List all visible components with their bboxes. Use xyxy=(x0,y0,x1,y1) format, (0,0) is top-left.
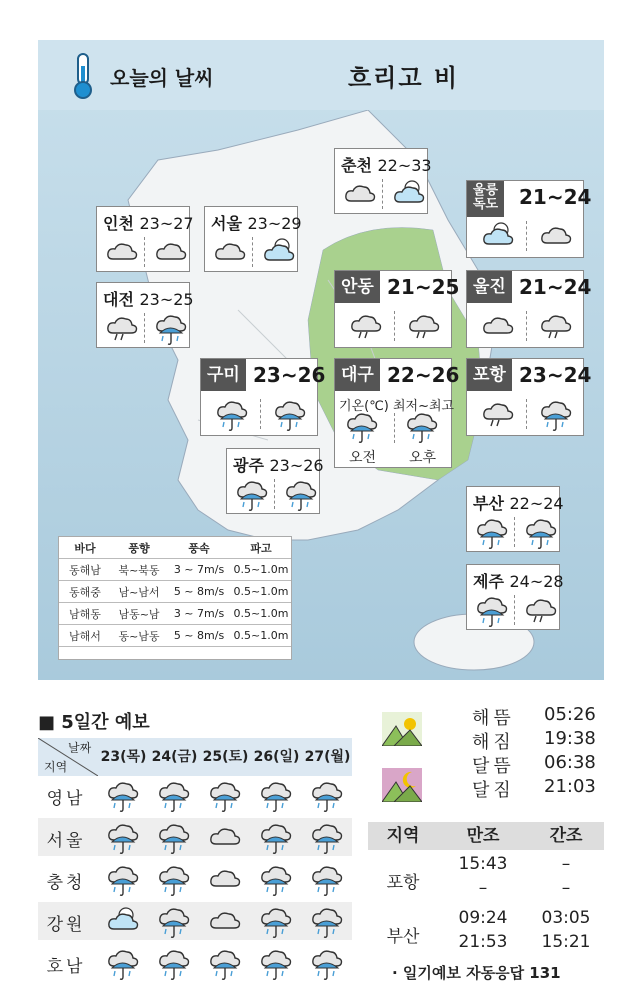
sea-cell: 0.5~1.0m xyxy=(233,629,289,642)
moonrise-icon xyxy=(382,768,422,802)
city-name: 부산 22~24 xyxy=(473,494,564,513)
pm-weather-icon xyxy=(273,399,307,431)
city-name: 구미 xyxy=(201,359,246,391)
forecast-weather-icon xyxy=(259,864,293,896)
legend-pm: 오후 xyxy=(409,450,437,466)
tide-region: 포항 xyxy=(386,873,420,893)
city-card-4 xyxy=(96,282,194,348)
city-card-0 xyxy=(334,148,432,214)
am-weather-icon xyxy=(215,399,249,431)
pm-weather-icon xyxy=(154,237,188,269)
city-card-8 xyxy=(334,358,460,468)
corner-bottom: 지역 xyxy=(44,760,68,774)
sea-cell: 0.5~1.0m xyxy=(233,563,289,576)
pm-weather-icon xyxy=(154,313,188,345)
forecast-weather-icon xyxy=(259,948,293,980)
am-weather-icon xyxy=(475,517,509,549)
am-weather-icon xyxy=(481,221,515,253)
pm-weather-icon xyxy=(262,237,296,269)
city-temp: 23~24 xyxy=(519,363,592,387)
forecast-weather-icon xyxy=(106,822,140,854)
sea-cell: 0.5~1.0m xyxy=(233,585,289,598)
pm-weather-icon xyxy=(405,411,439,443)
sea-cell: 동해남 xyxy=(69,563,101,577)
sea-header-row xyxy=(59,537,291,559)
tide-header-cell: 만조 xyxy=(466,826,500,846)
sea-cell: 5 ~ 8m/s xyxy=(173,585,225,598)
low-tide-time: – xyxy=(561,854,571,874)
tide-header-cell: 지역 xyxy=(386,826,420,846)
weather-summary: 흐리고 비 xyxy=(348,64,460,92)
forecast-weather-icon xyxy=(157,906,191,938)
forecast-weather-icon xyxy=(208,948,242,980)
pm-weather-icon xyxy=(407,311,441,343)
sea-header-cell: 풍속 xyxy=(188,541,210,555)
city-temp: 23~26 xyxy=(253,363,326,387)
pm-weather-icon xyxy=(284,479,318,511)
pm-weather-icon xyxy=(524,517,558,549)
am-weather-icon xyxy=(343,179,377,211)
am-weather-icon xyxy=(481,311,515,343)
high-tide-time: – xyxy=(478,878,488,898)
city-name: 인천 23~27 xyxy=(103,214,194,233)
city-card-7 xyxy=(200,358,326,436)
sea-cell: 북~북동 xyxy=(118,563,160,577)
legend-caption: 기온(℃) 최저~최고 xyxy=(339,399,455,414)
forecast-weather-icon xyxy=(208,822,242,854)
header-bar xyxy=(38,40,604,110)
forecast-weather-icon xyxy=(157,780,191,812)
sun-moon-label: 달뜸 xyxy=(472,756,515,777)
forecast-weather-icon xyxy=(157,822,191,854)
sea-row xyxy=(59,625,291,647)
city-temp: 23~29 xyxy=(247,214,302,233)
forecast-region: 서울 xyxy=(46,831,86,851)
city-temp: 23~25 xyxy=(139,290,194,309)
forecast-weather-icon xyxy=(259,906,293,938)
city-name: 울진 xyxy=(467,271,512,303)
city-card-5 xyxy=(334,270,460,348)
pm-weather-icon xyxy=(539,221,573,253)
page-title: 오늘의 날씨 xyxy=(110,66,214,90)
city-name: 대전 23~25 xyxy=(103,290,194,309)
forecast-weather-icon xyxy=(208,906,242,938)
sea-cell: 동해중 xyxy=(69,585,101,599)
city-temp: 21~25 xyxy=(387,275,460,299)
sunrise-icon xyxy=(382,712,422,746)
forecast-weather-icon xyxy=(310,906,344,938)
forecast-weather-icon xyxy=(259,822,293,854)
city-temp: 21~24 xyxy=(519,275,592,299)
low-tide-time: 15:21 xyxy=(541,932,591,952)
sea-cell: 3 ~ 7m/s xyxy=(173,563,225,576)
forecast-hotline-note: · 일기예보 자동응답 131 xyxy=(392,964,561,982)
city-name: 광주 23~26 xyxy=(233,456,324,475)
forecast-weather-icon xyxy=(310,780,344,812)
city-name: 안동 xyxy=(335,271,380,303)
sea-cell: 동~남동 xyxy=(118,629,160,643)
city-temp: 21~24 xyxy=(519,185,592,209)
forecast-weather-icon xyxy=(106,906,140,938)
forecast-region: 충청 xyxy=(46,873,86,893)
sea-cell: 3 ~ 7m/s xyxy=(173,607,225,620)
forecast-day: 27(월) xyxy=(304,749,351,765)
pm-weather-icon xyxy=(539,399,573,431)
pm-weather-icon xyxy=(524,595,558,627)
forecast-day: 23(목) xyxy=(100,749,147,765)
city-card-6 xyxy=(466,270,592,348)
forecast-weather-icon xyxy=(310,822,344,854)
city-temp: 23~27 xyxy=(139,214,194,233)
city-card-12 xyxy=(466,564,564,630)
sea-header-cell: 파고 xyxy=(250,541,272,555)
sea-cell: 남해서 xyxy=(69,629,101,643)
forecast-weather-icon xyxy=(310,864,344,896)
pm-weather-icon xyxy=(539,311,573,343)
sea-row xyxy=(59,603,291,625)
city-name: 춘천 22~33 xyxy=(341,156,432,175)
sea-row xyxy=(59,559,291,581)
high-tide-time: 09:24 xyxy=(458,908,508,928)
city-card-2 xyxy=(204,206,302,272)
sun-moon-time: 06:38 xyxy=(544,752,596,773)
am-weather-icon xyxy=(345,411,379,443)
forecast-day: 25(토) xyxy=(202,749,249,765)
forecast-weather-icon xyxy=(310,948,344,980)
tide-region: 부산 xyxy=(386,927,420,947)
high-tide-time: 15:43 xyxy=(458,854,508,874)
sea-header-cell: 바다 xyxy=(74,541,96,555)
forecast-weather-icon xyxy=(106,864,140,896)
sun-moon-time: 05:26 xyxy=(544,704,596,725)
forecast-weather-icon xyxy=(259,780,293,812)
city-name: 울릉 독도 xyxy=(467,181,504,217)
city-name: 대구 xyxy=(335,359,380,391)
sea-cell: 남해동 xyxy=(69,607,101,621)
forecast-weather-icon xyxy=(208,780,242,812)
pm-weather-icon xyxy=(392,179,426,211)
sun-moon-label: 달짐 xyxy=(472,780,515,801)
city-card-11 xyxy=(466,486,564,552)
sea-cell: 남동~남 xyxy=(118,607,160,621)
forecast-weather-icon xyxy=(106,780,140,812)
forecast-weather-icon xyxy=(106,948,140,980)
corner-top: 날짜 xyxy=(68,741,92,755)
low-tide-time: 03:05 xyxy=(541,908,591,928)
am-weather-icon xyxy=(105,237,139,269)
city-temp: 22~24 xyxy=(509,494,564,513)
city-name: 포항 xyxy=(467,359,512,391)
city-temp: 23~26 xyxy=(269,456,324,475)
city-temp: 22~33 xyxy=(377,156,432,175)
am-weather-icon xyxy=(349,311,383,343)
city-name: 서울 23~29 xyxy=(211,214,302,233)
city-card-1 xyxy=(96,206,194,272)
city-card-10 xyxy=(226,448,324,514)
am-weather-icon xyxy=(213,237,247,269)
sun-moon-label: 해짐 xyxy=(472,732,515,753)
city-temp: 24~28 xyxy=(509,572,564,591)
thermometer-icon xyxy=(68,52,98,100)
city-card-3 xyxy=(466,180,592,258)
forecast-day: 24(금) xyxy=(151,749,198,765)
sun-moon-label: 해뜸 xyxy=(472,708,515,729)
am-weather-icon xyxy=(235,479,269,511)
sea-cell: 남~남서 xyxy=(118,585,160,599)
forecast-region: 호남 xyxy=(46,957,86,977)
sun-moon-time: 19:38 xyxy=(544,728,596,749)
forecast-weather-icon xyxy=(208,864,242,896)
forecast-region: 영남 xyxy=(46,789,86,809)
forecast-region: 강원 xyxy=(46,915,86,935)
sea-row xyxy=(59,581,291,603)
am-weather-icon xyxy=(481,399,515,431)
am-weather-icon xyxy=(475,595,509,627)
sea-cell: 5 ~ 8m/s xyxy=(173,629,225,642)
sea-cell: 0.5~1.0m xyxy=(233,607,289,620)
am-weather-icon xyxy=(105,313,139,345)
city-temp: 22~26 xyxy=(387,363,460,387)
sun-moon-time: 21:03 xyxy=(544,776,596,797)
city-name: 제주 24~28 xyxy=(473,572,564,591)
forecast-weather-icon xyxy=(157,948,191,980)
low-tide-time: – xyxy=(561,878,571,898)
city-card-9 xyxy=(466,358,592,436)
sea-header-cell: 풍향 xyxy=(128,541,150,555)
high-tide-time: 21:53 xyxy=(458,932,508,952)
sea-conditions-table xyxy=(58,536,292,660)
legend-am: 오전 xyxy=(349,450,377,466)
forecast-title: ■ 5일간 예보 xyxy=(38,712,150,733)
tide-header-cell: 간조 xyxy=(549,826,583,846)
forecast-weather-icon xyxy=(157,864,191,896)
forecast-day: 26(일) xyxy=(253,749,300,765)
